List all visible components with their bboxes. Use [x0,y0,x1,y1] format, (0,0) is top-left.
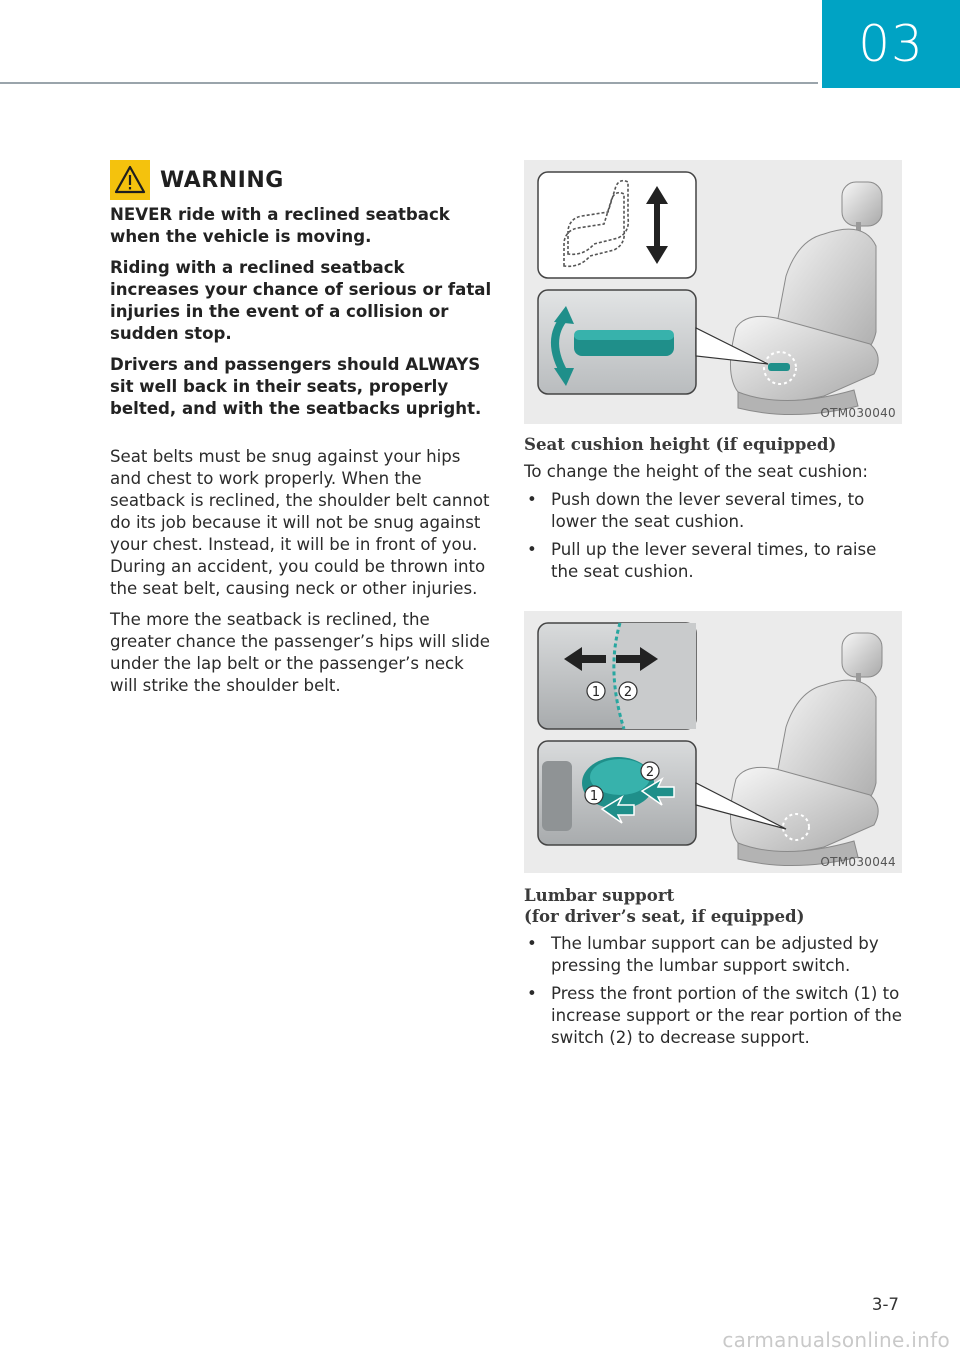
warning-text: NEVER ride with a reclined seatback when the vehicle is moving. [110,205,450,246]
seat-cushion-bullets [524,489,902,583]
figure-code: OTM030040 [820,406,896,420]
label-2: 2 [645,765,655,780]
warning-triangle-icon [110,160,150,200]
warning-text: Drivers and passengers should ALWAYS sit well back in their seats, properly belted, and with the seatbacks upright. [110,355,482,418]
header-rule [0,82,818,84]
list-item-text: The lumbar support can be adjusted by pressing the lumbar support switch. [551,934,879,975]
figure-code: OTM030044 [820,855,896,869]
body-paragraph: Seat belts must be snug against your hips and chest to work properly. When the seatback is reclined, the shoulder belt cannot do its job because it will not be snug against your chest. Instead, it will be in front of you. During an accident, you could be thrown into the seat belt, causing neck or other injuries. [110,447,490,598]
seat-height-illustration [524,160,902,424]
list-item [524,539,902,583]
section-title-lumbar [524,885,902,927]
list-item [524,933,902,977]
lumbar-support-illustration [524,611,902,873]
right-column [524,160,902,1055]
lumbar-title-line1: Lumbar support [524,885,675,905]
bullet-marker: • [527,490,537,509]
page-number: 3-7 [871,1295,899,1314]
seat-cushion-intro: To change the height of the seat cushion: [524,462,869,481]
bullet-marker: • [527,934,537,953]
seat-drawing [730,182,882,415]
chapter-number: 03 [858,15,924,73]
lumbar-support-figure [524,611,902,873]
seat-height-figure [524,160,902,424]
warning-title: WARNING [160,167,284,193]
seat-drawing [730,633,882,866]
warning-heading [110,160,492,200]
body-paragraph: The more the seatback is reclined, the greater chance the passenger’s hips will slide under the lap belt or the passenger’s neck will strike the shoulder belt. [110,610,490,695]
bullet-marker: • [527,984,537,1003]
left-column [110,160,492,706]
bullet-marker: • [527,540,537,559]
watermark: carmanualsonline.info [722,1328,950,1352]
section-title-seat-cushion: Seat cushion height (if equipped) [524,434,837,454]
list-item-text: Push down the lever several times, to lower the seat cushion. [551,490,865,531]
inset-top [538,623,696,729]
warning-text: Riding with a reclined seatback increases your chance of serious or fatal injuries in the event of a collision or sudden stop. [110,258,492,343]
inset-top [538,172,696,278]
lumbar-title-line2: (for driver’s seat, if equipped) [524,906,805,926]
inset-bottom [538,741,696,845]
list-item [524,983,902,1049]
chapter-tab [822,0,960,88]
label-2: 2 [623,685,633,700]
list-item [524,489,902,533]
label-1: 1 [589,789,599,804]
list-item-text: Press the front portion of the switch (1) to increase support or the rear portion of the switch (2) to decrease support. [551,984,902,1047]
list-item-text: Pull up the lever several times, to raise the seat cushion. [551,540,877,581]
inset-bottom [538,290,696,394]
label-1: 1 [591,685,601,700]
lumbar-bullets [524,933,902,1049]
